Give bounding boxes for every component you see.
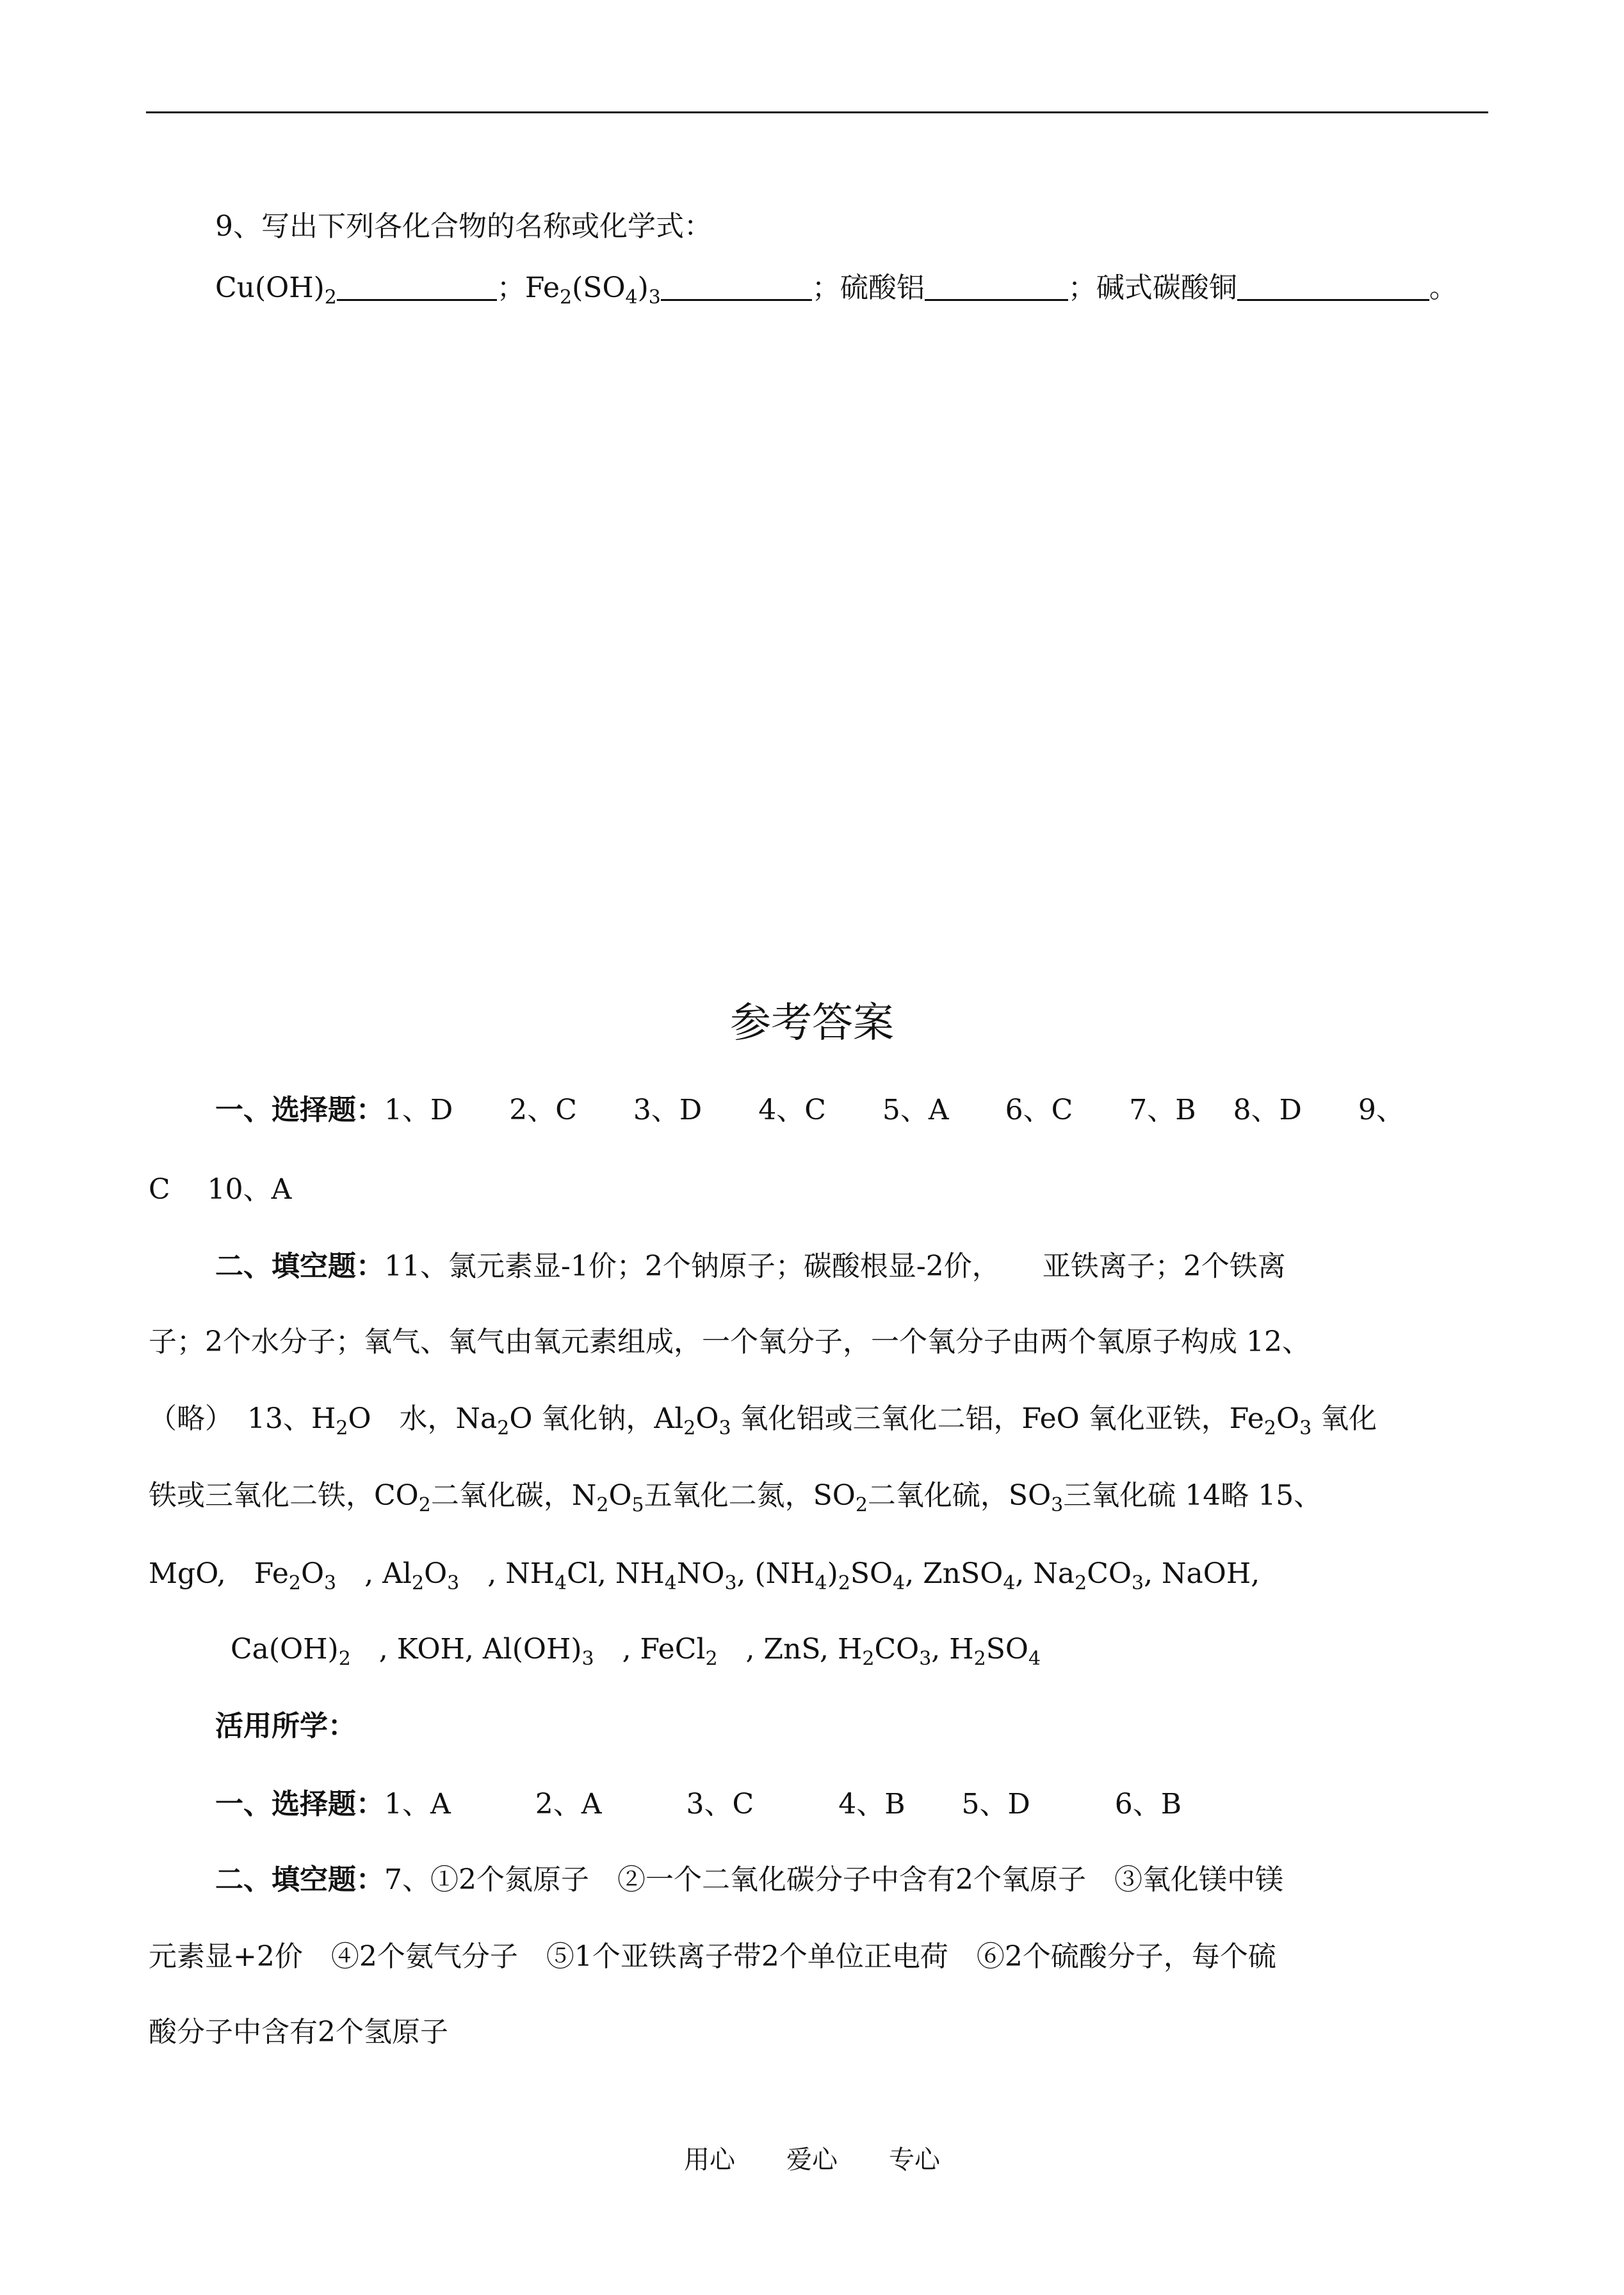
answers-section2-line5: MgO, $Fe_2O_3$ , $Al_2O_3$ , $NH_4Cl$, $NH_4NO_3$, $(NH_4)_2SO_4$, ZnSO$_4$, $Na_2CO_3$, NaOH,: [149, 1557, 1260, 1594]
question-9-prompt: 9、写出下列各化合物的名称或化学式：: [215, 210, 712, 243]
question-9-items: $Cu(OH)_2$ ；$Fe_2(SO_4)_3$ ；硫酸铝 ；碱式碳酸铜 。: [215, 272, 1458, 309]
page-footer: [0, 2142, 1624, 2178]
answers-section2-line1: 二、填空题：11、氯元素显-1价；2个钠原子；碳酸根显-2价， 亚铁离子；2个铁离: [215, 1250, 1286, 1283]
answers-section1-line2: C 10、A: [149, 1173, 292, 1206]
answers-part2-section1: 一、选择题：1、A 2、A 3、C 4、B 5、D 6、B: [215, 1788, 1182, 1821]
footer-text-3: 专心: [889, 2145, 940, 2175]
answers-section2-line4: 铁或三氧化二铁，$CO_2$二氧化碳，$N_2O_5$五氧化二氮，$SO_2$二氧化硫，$SO_3$三氧化硫 14略 15、: [149, 1479, 1322, 1516]
answer-blank[interactable]: [661, 271, 812, 301]
answers-section2-line6: $Ca(OH)_2$ , KOH, $Al(OH)_3$ , FeCl$_2$ , ZnS, $H_2CO_3$, $H_2SO_4$: [231, 1633, 1041, 1670]
name-aluminium-sulfate: 硫酸铝: [840, 272, 925, 304]
answers-title: 参考答案: [730, 1000, 894, 1047]
formula-fe2-so4-3: $Fe_2(SO_4)_3$: [524, 272, 661, 309]
answer-blank[interactable]: [337, 271, 497, 301]
answers-section2-line2: 子；2个水分子；氧气、氧气由氧元素组成，一个氧分子，一个氧分子由两个氧原子构成 12、: [149, 1326, 1310, 1358]
footer-text-1: 用心: [684, 2145, 735, 2175]
header-rule: [146, 111, 1488, 113]
answers-section2-line3: （略） 13、$H_2O$ 水，$Na_2O$ 氧化钠，$Al_2O_3$ 氧化铝或三氧化二铝，FeO 氧化亚铁，$Fe_2O_3$ 氧化: [149, 1402, 1377, 1439]
answer-blank[interactable]: [925, 271, 1068, 301]
answers-part2-section2-line1: 二、填空题：7、①2个氮原子 ②一个二氧化碳分子中含有2个氧原子 ③氧化镁中镁: [215, 1863, 1283, 1896]
answers-part2-label: 活用所学：: [215, 1710, 356, 1742]
answers-part2-section2-line2: 元素显+2价 ④2个氨气分子 ⑤1个亚铁离子带2个单位正电荷 ⑥2个硫酸分子，每个硫: [149, 1940, 1276, 1973]
answers-section1-line1: 一、选择题：1、D 2、C 3、D 4、C 5、A 6、C 7、B 8、D 9、: [215, 1094, 1404, 1126]
footer-text-2: 爱心: [786, 2145, 838, 2175]
name-basic-copper-carbonate: 碱式碳酸铜: [1096, 272, 1237, 304]
formula-cu-oh2: $Cu(OH)_2$: [215, 272, 337, 309]
answers-part2-section2-line3: 酸分子中含有2个氢原子: [149, 2016, 448, 2048]
answer-blank[interactable]: [1237, 271, 1429, 301]
